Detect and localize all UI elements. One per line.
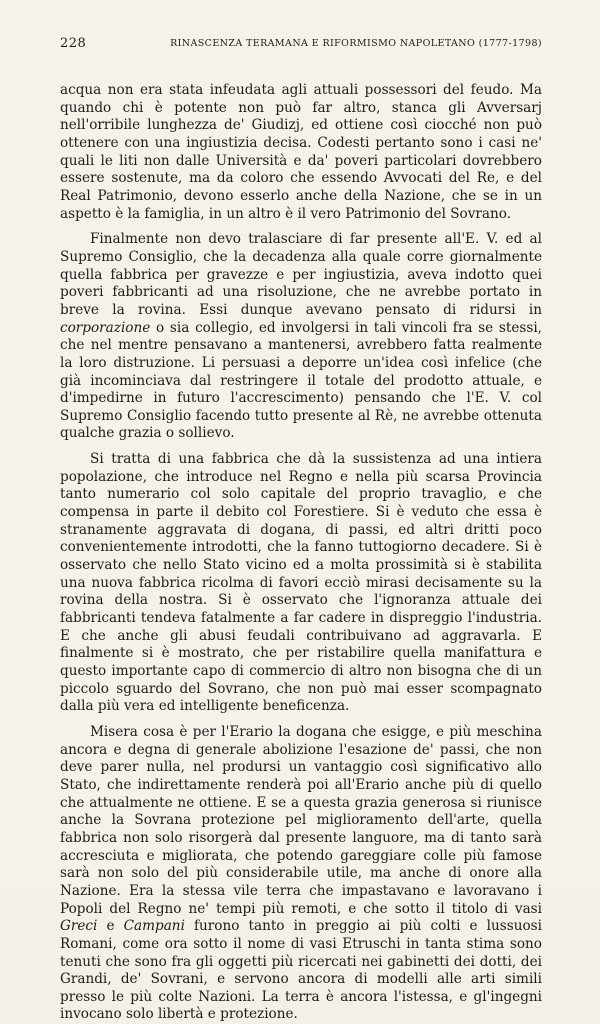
text-run: o sia collegio, ed involgersi in tali vincoli fra se stessi, che nel mentre pensavano a mantenersi, avrebbero fatta realmente la loro distruzione. Li persuasi a deporre un'idea così infelice (che già incominciava dal restringere il totale del prodotto attuale, e d'impedirne in futuro l'accrescimento) pensando che l'E. V. col Supremo Consiglio facendo tutto presente al Rè, ne avrebbe ottenuta qualche grazia o sollievo. <box>60 319 542 442</box>
text-run: Finalmente non devo tralasciare di far presente all'E. V. ed al Supremo Consiglio, che la decadenza alla quale corre giornalmente quella fabbrica per gravezze e per ingiustizia, aveva indotto quei poveri fabbricanti ad una risoluzione, che ne avrebbe portato in breve la rovina. Essi dunque avevano pensato di ridursi in <box>60 231 542 318</box>
paragraph-1 <box>60 82 542 223</box>
text-run: furono tanto in preggio ai più colti e lussuosi Romani, come ora sotto il nome di vasi Etruschi in tanta stima sono tenuti che sono fra gli oggetti più ricercati nei gabinetti dei dotti, dei Grandi, de' Sovrani, e servono ancora di modelli alle arti simili presso le più colte Nazioni. La terra è ancora l'istessa, e gl'ingegni invocano solo libertà e protezione. <box>60 918 542 1023</box>
running-head <box>60 36 542 52</box>
page-number: 228 <box>60 36 87 51</box>
text-run: acqua non era stata infeudata agli attuali possessori del feudo. Ma quando chi è potente non può far altro, stanca gli Avversarj nell'orribile lunghezza de' Giudizj, ed ottiene così ciocché non può ottenere con una ingiustizia decisa. Codesti pertanto sono i casi ne' quali le liti non dalle Università e da' poveri particolari dovrebbero essere sostenute, ma da coloro che essendo Avvocati del Re, e del Real Patrimonio, devono esserlo anche della Nazione, che se in un aspetto è la famiglia, in un altro è il vero Patrimonio del Sovrano. <box>60 82 542 222</box>
paragraph-2 <box>60 231 542 443</box>
text-run: Misera cosa è per l'Erario la dogana che esigge, e più meschina ancora e degna di generale abolizione l'esazione de' passi, che non deve parer nulla, nel prodursi un vantaggio così significativo allo Stato, che indirettamente renderà poi all'Erario anche più di quello che attualmente ne ottiene. E se a questa grazia generosa si riunisce anche la Sovrana protezione pel miglioramento dell'arte, quella fabbrica non solo risorgerà dal presente languore, ma di tanto sarà accresciuta e migliorata, che potendo gareggiare colle più famose sarà non solo del più considerabile utile, ma anche di onore alla Nazione. Era la stessa vile terra che impastavano e lavoravano i Popoli del Regno ne' tempi più remoti, e che sotto il titolo di vasi <box>60 723 542 917</box>
body-text <box>60 82 542 1024</box>
running-title: RINASCENZA TERAMANA E RIFORMISMO NAPOLETANO (1777-1798) <box>170 38 542 49</box>
paragraph-3 <box>60 451 542 716</box>
italic-run: Greci <box>60 918 98 935</box>
text-run: Si tratta di una fabbrica che dà la sussistenza ad una intiera popolazione, che introduce nel Regno e nella più scarsa Provincia tanto numerario col solo capitale del proprio travaglio, e che compensa in parte il debito col Forestiere. Si è veduto che essa è stranamente aggravata di dogana, di passi, ed altri dritti poco convenientemente introdotti, che la fanno tuttogiorno decadere. Si è osservato che nello Stato vicino ed a molta prossimità si è stabilita una nuova fabbrica ricolma di favori ecciò mirasi decisamente su la rovina della nostra. Si è osservato che l'ignoranza attuale dei fabbricanti tendeva fatalmente a far cadere in dispreggio l'industria. E che anche gli abusi feudali contribuivano ad aggravarla. E finalmente si è mostrato, che per ristabilire quella manifattura e questo importante capo di commercio di altro non bisogna che di un piccolo sguardo del Sovrano, che non può mai esser scompagnato dalla più vera ed intelligente beneficenza. <box>60 451 542 715</box>
paragraph-4 <box>60 724 542 1024</box>
italic-run: Campani <box>123 918 185 935</box>
italic-run: corporazione <box>60 319 151 336</box>
text-run: e <box>97 918 124 935</box>
